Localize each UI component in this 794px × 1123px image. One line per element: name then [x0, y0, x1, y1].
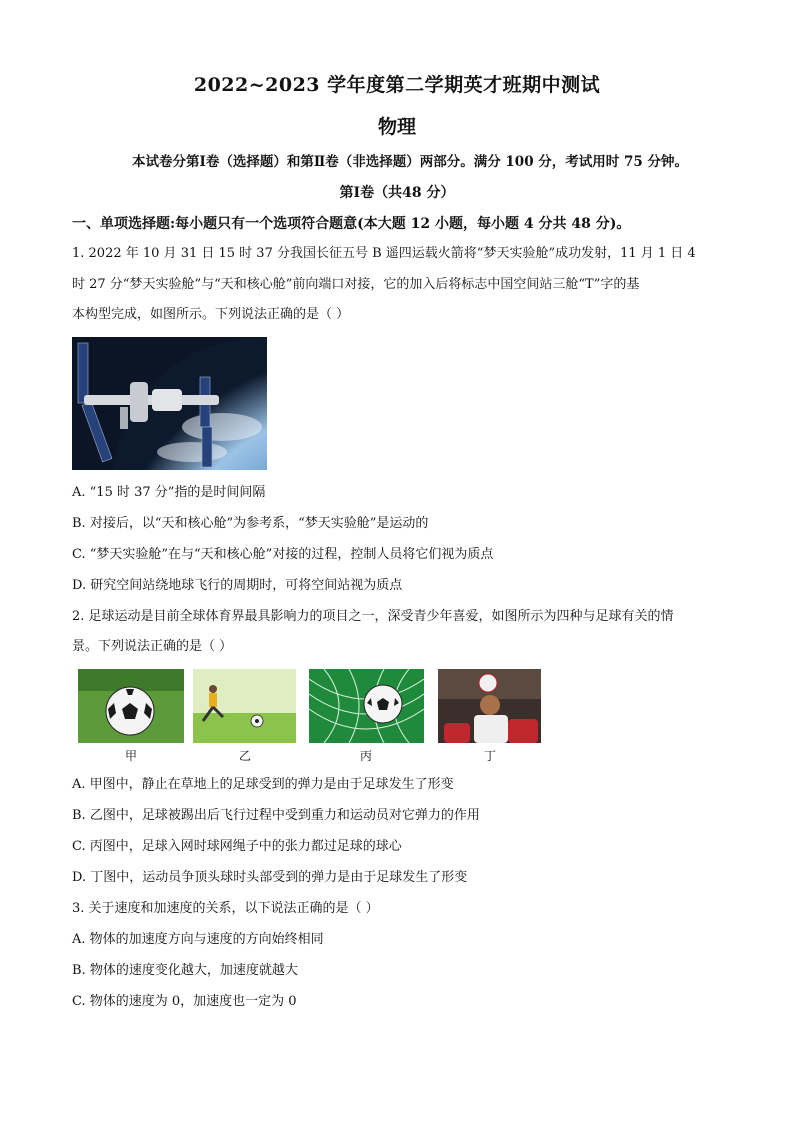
section-heading: 一、单项选择题:每小题只有一个选项符合题意(本大题 12 小题，每小题 4 分共 48 分)。	[72, 216, 631, 232]
q1-line-1: 1. 2022 年 10 月 31 日 15 时 37 分我国长征五号 B 遥四运载火箭将“梦天实验舱”成功发射，11 月 1 日 4	[72, 246, 696, 261]
q2-option-c: C. 丙图中，足球入网时球网绳子中的张力都过足球的球心	[72, 839, 402, 854]
q1-line-3: 本构型完成，如图所示。下列说法正确的是（ ）	[72, 307, 350, 322]
football-on-grass-image	[78, 669, 184, 743]
q3-option-c: C. 物体的速度为 0，加速度也一定为 0	[72, 994, 297, 1009]
caption-yi: 乙	[238, 749, 251, 763]
q2-line-2: 景。下列说法正确的是（ ）	[72, 639, 233, 654]
caption-bing: 丙	[359, 749, 372, 763]
q2-option-b: B. 乙图中，足球被踢出后飞行过程中受到重力和运动员对它弹力的作用	[72, 808, 480, 823]
exam-note: 本试卷分第Ⅰ卷（选择题）和第Ⅱ卷（非选择题）两部分。满分 100 分，考试用时 75 分钟。	[132, 154, 688, 170]
q3-option-a: A. 物体的加速度方向与速度的方向始终相同	[72, 932, 324, 947]
q1-option-d: D. 研究空间站绕地球飞行的周期时，可将空间站视为质点	[72, 578, 403, 593]
exam-title: 2022~2023 学年度第二学期英才班期中测试	[193, 74, 601, 96]
kicking-player-image	[193, 669, 296, 743]
q1-option-c: C. “梦天实验舱”在与“天和核心舱”对接的过程，控制人员将它们视为质点	[72, 547, 494, 562]
subject-title: 物理	[377, 116, 416, 138]
volume-heading: 第Ⅰ卷（共48 分）	[339, 185, 455, 201]
q1-option-b: B. 对接后，以“天和核心舱”为参考系，“梦天实验舱”是运动的	[72, 516, 429, 531]
q1-option-a: A. “15 时 37 分”指的是时间间隔	[72, 485, 266, 500]
q3-line: 3. 关于速度和加速度的关系，以下说法正确的是（ ）	[72, 901, 379, 916]
header-player-image	[438, 669, 541, 743]
ball-in-net-image	[309, 669, 424, 743]
caption-ding: 丁	[483, 749, 496, 763]
q2-option-d: D. 丁图中，运动员争顶头球时头部受到的弹力是由于足球发生了形变	[72, 870, 468, 885]
q2-option-a: A. 甲图中，静止在草地上的足球受到的弹力是由于足球发生了形变	[72, 777, 454, 792]
q3-option-b: B. 物体的速度变化越大，加速度就越大	[72, 963, 298, 978]
q1-line-2: 时 27 分“梦天实验舱”与“天和核心舱”前向端口对接，它的加入后将标志中国空间站三舱“T”字的基	[72, 277, 640, 292]
caption-jia: 甲	[124, 749, 137, 763]
space-station-image	[72, 337, 267, 470]
q2-line-1: 2. 足球运动是目前全球体育界最具影响力的项目之一，深受青少年喜爱，如图所示为四种与足球有关的情	[72, 609, 674, 624]
